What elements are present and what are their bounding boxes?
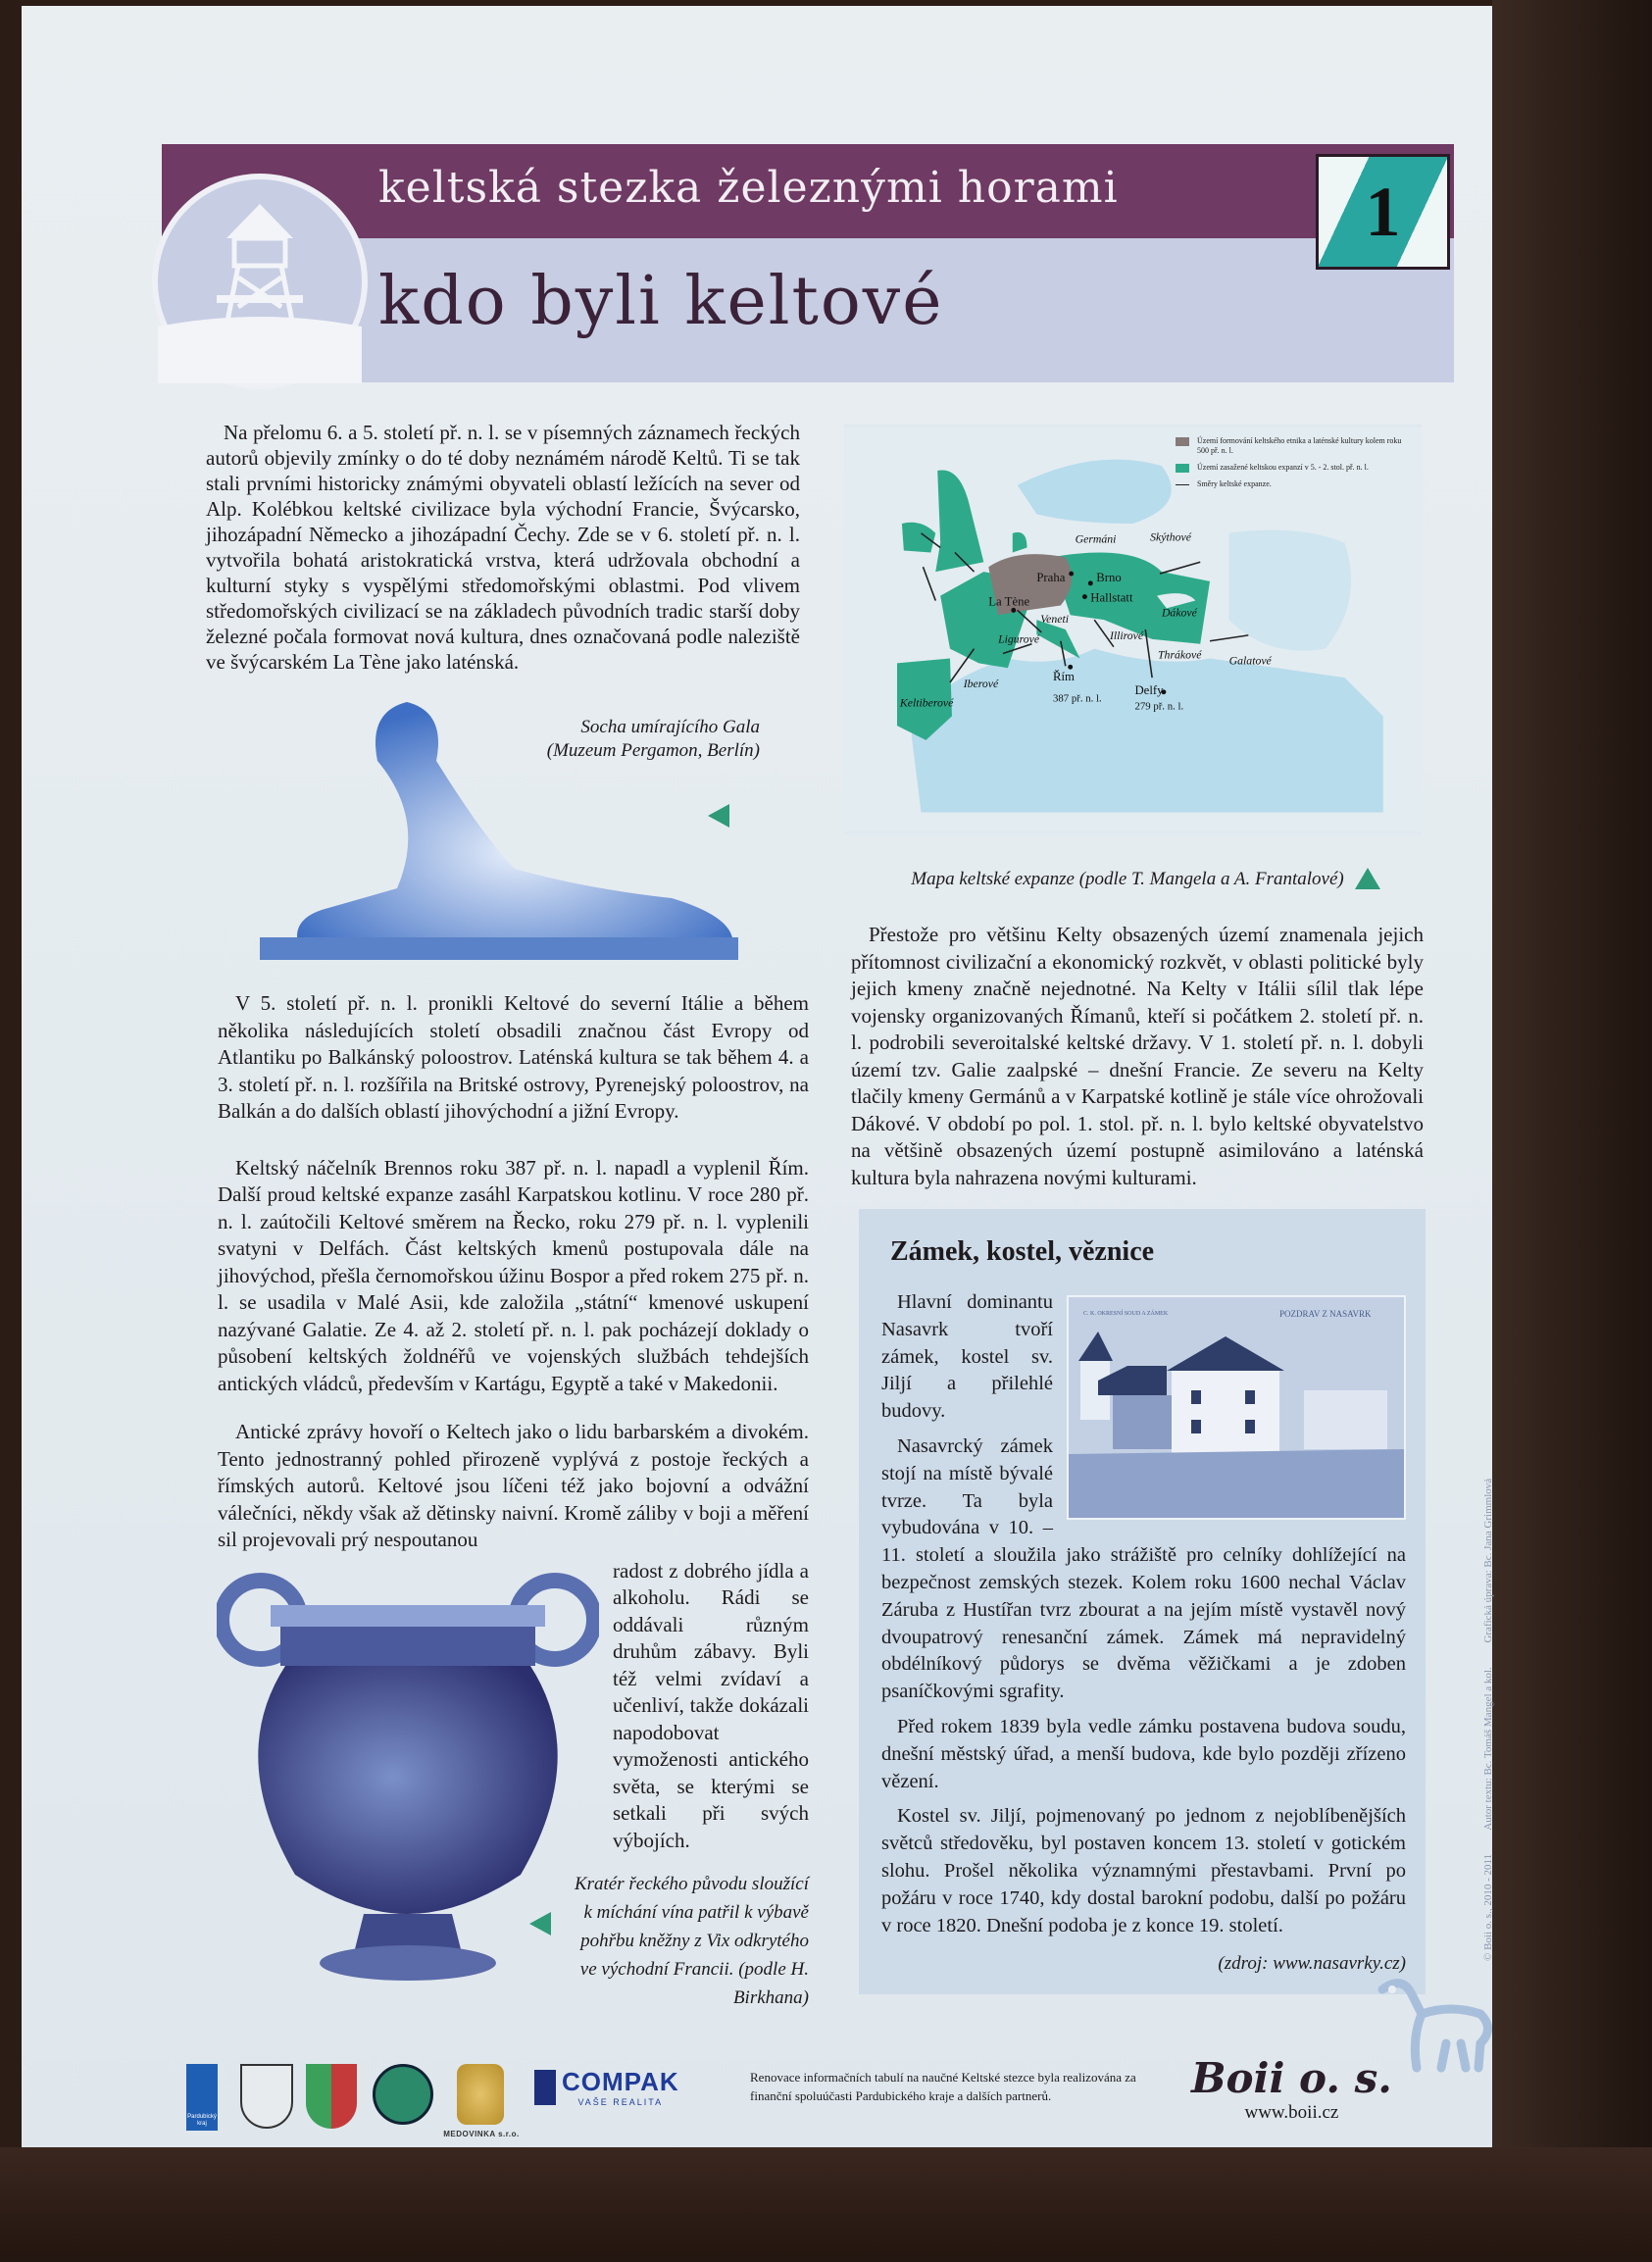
intro-paragraph: Na přelomu 6. a 5. století př. n. l. se v písemných záznamech řeckých autorů objevily zmínky o do té doby neznámém národě Keltů. Ti se tak stali prvními historicky známými obyvateli oblastí ležících na sever od Alp. Kolébkou keltské civilizace byla východní Francie, Švýcarsko, jihozápadní Německo a jihozápadní Čechy. Zde se v 6. století př. n. l. vytvořila bohatá aristokratická vrstva, která udržovala obchodní a kulturní styky s vyspělými středomořskými oblastmi. Pod vlivem středomořských civilizací se na základech původních tradic starší doby železné počala formovat nová kultura, dnes označovaná podle naleziště ve švýcarském La Tène jako laténská. xyxy=(206,421,800,674)
compak-tagline: VAŠE REALITA xyxy=(577,2097,664,2107)
credit-author: Autor textu: Bc. Tomáš Mangel a kol. xyxy=(1482,1667,1494,1831)
tree-crest-logo xyxy=(240,2064,293,2129)
vase-caption: Kratér řeckého původu sloužící k míchání vína patřil k výbavě pohřbu kněžny z Vix odkrytého ve východní Francii. (podle H. Birkhana) xyxy=(574,1874,809,2008)
box-title: Zámek, kostel, věznice xyxy=(890,1236,1155,1267)
compak-mark-icon xyxy=(534,2070,556,2105)
map-label-veneti: Veneti xyxy=(1040,613,1070,627)
antique-reports-continued: radost z dobrého jídla a alkoholu. Rádi se oddávali různým druhům zábavy. Byli též velmi zvídaví a učenliví, takže dokázali napodobovat vymoženosti antického světa, se kterými se setkali při svých výbojích. xyxy=(613,1558,809,1852)
map-label-thrakove: Thrákové xyxy=(1158,648,1202,662)
nasavrky-postcard-image xyxy=(1067,1295,1406,1520)
map-label-galatove: Galatové xyxy=(1228,654,1272,668)
source-citation: (zdroj: www.nasavrky.cz) xyxy=(1218,1953,1406,1975)
credit-copyright: © Boii o. s., 2010 - 2011 xyxy=(1482,1853,1494,1961)
right-paragraph: Přestože pro většinu Kelty obsazených území znamenala jejich přítomnost civilizační a ekonomický rozkvět, v oblasti politické byly jejich kmeny značně nejednotné. Na Kelty v Itálii sílil tlak lépe vojensky organizovaných Římanů, kteří si počátkem 2. století př. n. l. podrobili severoitalské keltské državy. V 1. století př. n. l. dobyli území tzv. Galie zaalpské – dnešní Francie. Ze severu na Kelty tlačily kmeny Germánů a v Karpatské kotlině je stále více ohrožovali Dákové. V období po pol. 1. stol. př. n. l. bylo keltské obyvatelstvo na většině obsazených území postupně asimilováno a laténská kultura byla nahrazena novými kulturami. xyxy=(851,923,1424,1189)
map-label-praha: Praha xyxy=(1036,570,1066,584)
map-label-dakove: Dákové xyxy=(1161,606,1197,620)
map-label-rim: Řím xyxy=(1053,670,1075,684)
boii-url-link[interactable]: www.boii.cz xyxy=(1244,2102,1339,2123)
castle-church-prison-box xyxy=(859,1209,1426,1994)
map-label-brno: Brno xyxy=(1096,570,1122,584)
map-label-delfy-date: 279 př. n. l. xyxy=(1134,700,1184,713)
owl-circle-logo xyxy=(373,2064,433,2125)
sponsor-logos-strip xyxy=(186,2054,1480,2138)
celtic-expansion-map xyxy=(844,425,1422,834)
map-caption: Mapa keltské expanze (podle T. Mangela a A. Frantalové) xyxy=(911,869,1344,889)
wooden-frame-bottom xyxy=(0,2147,1652,2262)
sponsor-text: Renovace informačních tabulí na naučné Keltské stezce byla realizována za finanční spoluúčasti Pardubického kraje a dalších partnerů. xyxy=(750,2070,1136,2103)
antique-reports-paragraph: Antické zprávy hovoří o Keltech jako o lidu barbarském a divokém. Tento jednostranný pohled přirozeně vyplývá z postoje řeckých a římských autorů. Keltové jsou líčeni též jako bojovní a odvážní válečníci, někdy však až dětinsky naivní. Kromě záliby v boji a měření sil projevovali prý nespoutanou xyxy=(218,1420,809,1551)
compak-logo xyxy=(534,2067,679,2107)
boii-logo xyxy=(1191,2054,1392,2124)
map-label-la-tene: La Tène xyxy=(988,594,1030,609)
box-text-segment: strážiště pro celníky dohlížející na bezpečnost zemských stezek. Kolem roku 1600 nechal Václav Záruba z Hustířan tvrz zbourat a na jejím místě vystavěl nový dvoupatrový renesanční zámek. Zámek má nepravidelný obdélníkový půdorys se dvěma věžičkami a je zdoben psaníčkovými sgrafity. xyxy=(881,1544,1406,1703)
box-paragraph: Kostel sv. Jiljí, pojmenovaný po jednom z nejoblíbenějších světců středověku, byl postaven koncem 13. století v gotickém slohu. Prošel několika významnými přestavbami. První po požáru v roce 1740, kdy dostal barokní podobu, další po požáru v roce 1820. Dnešní podoba je z konce 19. století. xyxy=(881,1805,1406,1936)
trail-name: keltská stezka železnými horami xyxy=(378,163,1119,213)
map-label-hallstatt: Hallstatt xyxy=(1090,590,1133,605)
lookout-tower-emblem xyxy=(152,174,368,389)
pointer-triangle-icon xyxy=(708,804,729,828)
statue-caption-line: (Muzeum Pergamon, Berlín) xyxy=(546,740,760,761)
medovinka-label: MEDOVINKA s.r.o. xyxy=(443,2130,520,2138)
pointer-triangle-icon xyxy=(529,1912,551,1935)
postcard-caption-left: C. K. OKRESNÍ SOUD A ZÁMEK xyxy=(1083,1311,1169,1317)
arrow-icon xyxy=(1176,484,1189,485)
map-label-ligurove: Ligurové xyxy=(998,632,1040,646)
legend-core-territory: Území formování keltského etnika a laténské kultury kolem roku 500 př. n. l. xyxy=(1197,436,1402,455)
legend-expansion-territory: Území zasažené keltskou expanzí v 5. - 2. stol. př. n. l. xyxy=(1197,463,1369,472)
map-label-delfy: Delfy xyxy=(1134,682,1164,697)
box-paragraph: Hlavní dominantu Nasavrk tvoří zámek, kostel sv. Jiljí a přilehlé budovy. xyxy=(881,1291,1053,1423)
map-label-iberove: Iberové xyxy=(963,677,999,690)
map-label-rim-date: 387 př. n. l. xyxy=(1053,692,1102,705)
page-title: kdo byli keltové xyxy=(378,263,944,340)
boii-name: Boii o. s. xyxy=(1191,2054,1392,2102)
statue-caption-line: Socha umírajícího Gala xyxy=(580,717,760,737)
map-label-illirove: Illirové xyxy=(1109,628,1144,642)
medovinka-logo xyxy=(457,2064,504,2125)
box-paragraph: Před rokem 1839 byla vedle zámku postavena budova soudu, dnešní městský úřad, a menší budova, kde bylo později zřízeno vězení. xyxy=(881,1715,1406,1792)
pointer-triangle-icon xyxy=(1355,868,1380,889)
map-label-germani: Germáni xyxy=(1075,532,1117,546)
credit-graphics: Grafická úprava: Bc. Jana Grimmlová xyxy=(1482,1478,1494,1643)
statue-caption xyxy=(510,716,760,763)
legend-expansion-arrow: Směry keltské expanze. xyxy=(1197,479,1272,488)
legend-swatch-core xyxy=(1176,437,1189,446)
pardubicky-kraj-logo xyxy=(186,2064,218,2131)
map-label-keltiberove: Keltiberové xyxy=(899,696,954,710)
stop-number-badge: 1 xyxy=(1316,154,1450,270)
wooden-frame-right xyxy=(1492,0,1652,2262)
map-label-skythove: Skýthové xyxy=(1150,530,1191,544)
legend-swatch-expansion xyxy=(1176,464,1189,473)
credits-vertical xyxy=(1482,1457,1494,1961)
brennos-paragraph: Keltský náčelník Brennos roku 387 př. n. l. napadl a vyplenil Řím. Další proud keltské expanze zasáhl Karpatskou kotlinu. V roce 280 př. n. l. zaútočili Keltové směrem na Řecko, roku 279 př. n. l. vyplenili svatyni v Delfách. Část keltských kmenů postupovala dále na jihovýchod, přešla černomořskou úžinu Bospor a před rokem 275 př. n. l. se usadila v Malé Asii, kde založila „státní“ kmenové uskupení nazývané Galatie. Ze 4. až 2. století př. n. l. pak pocházejí doklady o působení keltských žoldnéřů ve vojenských službách tehdejších antických vládců, především v Kartágu, Egyptě a také v Makedonii. xyxy=(218,1155,809,1395)
pardubicky-kraj-label: Pardubický kraj xyxy=(187,2114,217,2127)
left-text-column xyxy=(218,990,809,2012)
municipal-crest-logo xyxy=(306,2064,357,2129)
map-legend xyxy=(1176,436,1411,496)
compak-name: COMPAK xyxy=(562,2067,679,2096)
postcard-caption-right: POZDRAV Z NASAVRK xyxy=(1279,1309,1372,1319)
tower-icon xyxy=(158,179,362,383)
box-text-segment: Nasavrcký zámek stojí na místě bývalé tvrze. Ta byla vybudována v 10. – 11. století a sloužila jako xyxy=(881,1434,1101,1567)
expansion-paragraph: V 5. století př. n. l. pronikli Keltové do severní Itálie a během několika následujících století obsadili značnou část Evropy od Atlantiku po Balkánský poloostrov. Laténská kultura se tak během 4. a 3. století př. n. l. rozšířila na Britské ostrovy, Pyrenejský poloostrov, na Balkán a do dalších oblastí jihovýchodní a jižní Evropy. xyxy=(218,991,809,1123)
